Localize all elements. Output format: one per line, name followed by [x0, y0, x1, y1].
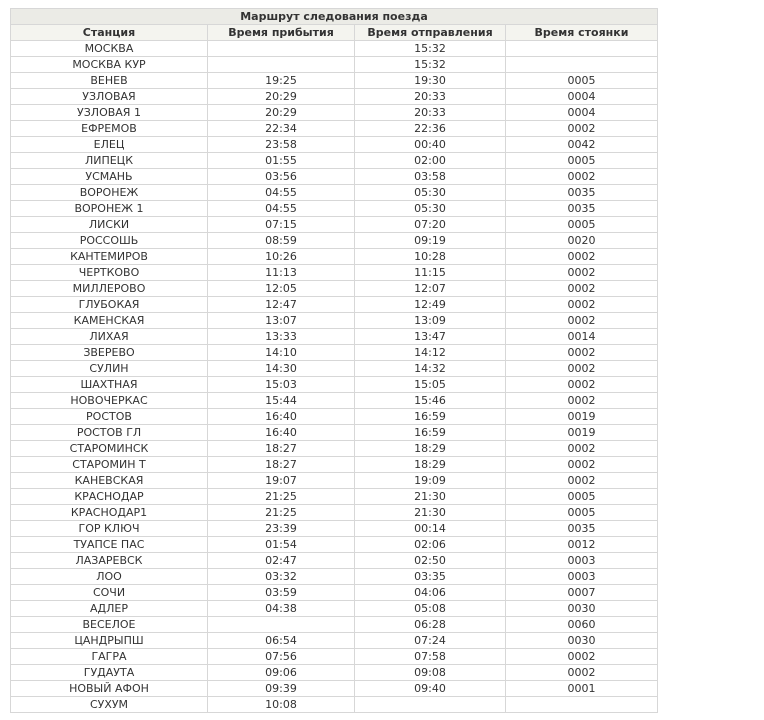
table-row	[11, 697, 658, 713]
departure-cell: 14:12	[355, 345, 506, 361]
departure-cell: 18:29	[355, 441, 506, 457]
stop-duration-cell: 0019	[506, 425, 658, 441]
departure-cell: 14:32	[355, 361, 506, 377]
departure-cell: 20:33	[355, 105, 506, 121]
station-cell: ЕЛЕЦ	[11, 137, 208, 153]
arrival-cell: 16:40	[208, 425, 355, 441]
departure-cell: 12:07	[355, 281, 506, 297]
table-row	[11, 601, 658, 617]
departure-cell: 15:32	[355, 57, 506, 73]
station-cell: МОСКВА КУР	[11, 57, 208, 73]
table-row	[11, 345, 658, 361]
table-row	[11, 41, 658, 57]
arrival-cell: 06:54	[208, 633, 355, 649]
departure-cell: 16:59	[355, 425, 506, 441]
arrival-cell: 13:07	[208, 313, 355, 329]
station-cell: СТАРОМИН Т	[11, 457, 208, 473]
arrival-cell	[208, 41, 355, 57]
table-row	[11, 153, 658, 169]
table-row	[11, 633, 658, 649]
station-cell: КРАСНОДАР	[11, 489, 208, 505]
arrival-cell: 18:27	[208, 457, 355, 473]
arrival-cell: 23:39	[208, 521, 355, 537]
table-row	[11, 649, 658, 665]
arrival-cell: 21:25	[208, 489, 355, 505]
station-cell: РОССОШЬ	[11, 233, 208, 249]
arrival-cell: 07:15	[208, 217, 355, 233]
station-cell: ЕФРЕМОВ	[11, 121, 208, 137]
table-row	[11, 313, 658, 329]
table-row	[11, 553, 658, 569]
stop-duration-cell: 0030	[506, 601, 658, 617]
table-row	[11, 473, 658, 489]
stop-duration-cell: 0020	[506, 233, 658, 249]
station-cell: СУЛИН	[11, 361, 208, 377]
station-cell: МОСКВА	[11, 41, 208, 57]
departure-cell: 07:20	[355, 217, 506, 233]
station-cell: КРАСНОДАР1	[11, 505, 208, 521]
stop-duration-cell: 0002	[506, 265, 658, 281]
arrival-cell: 21:25	[208, 505, 355, 521]
arrival-cell: 15:03	[208, 377, 355, 393]
stop-duration-cell	[506, 57, 658, 73]
arrival-cell: 23:58	[208, 137, 355, 153]
table-row	[11, 89, 658, 105]
table-row	[11, 201, 658, 217]
stop-duration-cell: 0002	[506, 377, 658, 393]
stop-duration-cell: 0007	[506, 585, 658, 601]
stop-duration-cell	[506, 41, 658, 57]
arrival-cell	[208, 57, 355, 73]
table-row	[11, 441, 658, 457]
departure-cell: 18:29	[355, 457, 506, 473]
station-cell: ВЕСЕЛОЕ	[11, 617, 208, 633]
station-cell: РОСТОВ	[11, 409, 208, 425]
departure-cell: 05:08	[355, 601, 506, 617]
station-cell: СУХУМ	[11, 697, 208, 713]
arrival-cell: 12:47	[208, 297, 355, 313]
station-cell: ГАГРА	[11, 649, 208, 665]
departure-cell: 09:40	[355, 681, 506, 697]
station-cell: ГОР КЛЮЧ	[11, 521, 208, 537]
departure-cell: 15:05	[355, 377, 506, 393]
table-row	[11, 569, 658, 585]
departure-cell: 02:50	[355, 553, 506, 569]
departure-cell: 05:30	[355, 201, 506, 217]
arrival-cell: 20:29	[208, 89, 355, 105]
station-cell: СОЧИ	[11, 585, 208, 601]
arrival-cell: 03:56	[208, 169, 355, 185]
station-cell: КАНЕВСКАЯ	[11, 473, 208, 489]
stop-duration-cell: 0002	[506, 297, 658, 313]
station-cell: СТАРОМИНСК	[11, 441, 208, 457]
arrival-cell: 11:13	[208, 265, 355, 281]
arrival-cell: 03:59	[208, 585, 355, 601]
departure-cell	[355, 697, 506, 713]
header-arrival: Время прибытия	[208, 25, 355, 41]
table-row	[11, 425, 658, 441]
stop-duration-cell: 0042	[506, 137, 658, 153]
table-row	[11, 233, 658, 249]
stop-duration-cell: 0005	[506, 217, 658, 233]
stop-duration-cell: 0002	[506, 169, 658, 185]
table-row	[11, 361, 658, 377]
arrival-cell: 10:08	[208, 697, 355, 713]
station-cell: УЗЛОВАЯ	[11, 89, 208, 105]
departure-cell: 15:46	[355, 393, 506, 409]
stop-duration-cell: 0060	[506, 617, 658, 633]
station-cell: ЗВЕРЕВО	[11, 345, 208, 361]
station-cell: МИЛЛЕРОВО	[11, 281, 208, 297]
stop-duration-cell: 0002	[506, 281, 658, 297]
table-row	[11, 185, 658, 201]
table-row	[11, 377, 658, 393]
departure-cell: 07:24	[355, 633, 506, 649]
table-row	[11, 457, 658, 473]
table-row	[11, 489, 658, 505]
arrival-cell: 01:55	[208, 153, 355, 169]
table-row	[11, 249, 658, 265]
station-cell: ЧЕРТКОВО	[11, 265, 208, 281]
table-row	[11, 329, 658, 345]
stop-duration-cell: 0014	[506, 329, 658, 345]
header-station: Станция	[11, 25, 208, 41]
departure-cell: 04:06	[355, 585, 506, 601]
station-cell: ВОРОНЕЖ 1	[11, 201, 208, 217]
arrival-cell: 04:55	[208, 201, 355, 217]
stop-duration-cell: 0002	[506, 361, 658, 377]
arrival-cell: 01:54	[208, 537, 355, 553]
header-departure: Время отправления	[355, 25, 506, 41]
departure-cell: 20:33	[355, 89, 506, 105]
arrival-cell: 09:39	[208, 681, 355, 697]
table-row	[11, 505, 658, 521]
station-cell: УСМАНЬ	[11, 169, 208, 185]
stop-duration-cell: 0035	[506, 521, 658, 537]
station-cell: ЛИСКИ	[11, 217, 208, 233]
departure-cell: 05:30	[355, 185, 506, 201]
departure-cell: 19:30	[355, 73, 506, 89]
stop-duration-cell: 0001	[506, 681, 658, 697]
table-row	[11, 57, 658, 73]
table-row	[11, 265, 658, 281]
table-row	[11, 409, 658, 425]
stop-duration-cell: 0004	[506, 89, 658, 105]
table-row	[11, 537, 658, 553]
departure-cell: 22:36	[355, 121, 506, 137]
station-cell: ГУДАУТА	[11, 665, 208, 681]
stop-duration-cell: 0002	[506, 649, 658, 665]
station-cell: ВОРОНЕЖ	[11, 185, 208, 201]
table-row	[11, 681, 658, 697]
station-cell: УЗЛОВАЯ 1	[11, 105, 208, 121]
table-title-row	[11, 9, 658, 25]
departure-cell: 06:28	[355, 617, 506, 633]
departure-cell: 10:28	[355, 249, 506, 265]
stop-duration-cell: 0004	[506, 105, 658, 121]
table-row	[11, 137, 658, 153]
station-cell: КАНТЕМИРОВ	[11, 249, 208, 265]
station-cell: КАМЕНСКАЯ	[11, 313, 208, 329]
arrival-cell: 22:34	[208, 121, 355, 137]
departure-cell: 13:47	[355, 329, 506, 345]
departure-cell: 11:15	[355, 265, 506, 281]
stop-duration-cell: 0035	[506, 201, 658, 217]
table-body	[11, 41, 658, 713]
departure-cell: 09:08	[355, 665, 506, 681]
arrival-cell: 03:32	[208, 569, 355, 585]
arrival-cell: 19:07	[208, 473, 355, 489]
arrival-cell: 02:47	[208, 553, 355, 569]
station-cell: АДЛЕР	[11, 601, 208, 617]
table-row	[11, 217, 658, 233]
departure-cell: 16:59	[355, 409, 506, 425]
departure-cell: 09:19	[355, 233, 506, 249]
departure-cell: 07:58	[355, 649, 506, 665]
table-row	[11, 121, 658, 137]
arrival-cell: 04:55	[208, 185, 355, 201]
departure-cell: 12:49	[355, 297, 506, 313]
departure-cell: 00:14	[355, 521, 506, 537]
arrival-cell: 18:27	[208, 441, 355, 457]
arrival-cell: 04:38	[208, 601, 355, 617]
departure-cell: 21:30	[355, 505, 506, 521]
stop-duration-cell: 0019	[506, 409, 658, 425]
table-row	[11, 73, 658, 89]
station-cell: ЛОО	[11, 569, 208, 585]
station-cell: ТУАПСЕ ПАС	[11, 537, 208, 553]
stop-duration-cell: 0005	[506, 153, 658, 169]
departure-cell: 02:00	[355, 153, 506, 169]
table-row	[11, 617, 658, 633]
table-row	[11, 297, 658, 313]
arrival-cell: 09:06	[208, 665, 355, 681]
departure-cell: 03:58	[355, 169, 506, 185]
departure-cell: 15:32	[355, 41, 506, 57]
header-stop: Время стоянки	[506, 25, 658, 41]
station-cell: ШАХТНАЯ	[11, 377, 208, 393]
stop-duration-cell: 0035	[506, 185, 658, 201]
table-row	[11, 393, 658, 409]
stop-duration-cell: 0002	[506, 441, 658, 457]
arrival-cell	[208, 617, 355, 633]
departure-cell: 13:09	[355, 313, 506, 329]
arrival-cell: 07:56	[208, 649, 355, 665]
stop-duration-cell: 0003	[506, 569, 658, 585]
stop-duration-cell: 0005	[506, 73, 658, 89]
departure-cell: 02:06	[355, 537, 506, 553]
stop-duration-cell	[506, 697, 658, 713]
table-row	[11, 521, 658, 537]
stop-duration-cell: 0005	[506, 505, 658, 521]
stop-duration-cell: 0002	[506, 345, 658, 361]
station-cell: ВЕНЕВ	[11, 73, 208, 89]
arrival-cell: 08:59	[208, 233, 355, 249]
station-cell: НОВЫЙ АФОН	[11, 681, 208, 697]
table-row	[11, 169, 658, 185]
stop-duration-cell: 0030	[506, 633, 658, 649]
arrival-cell: 19:25	[208, 73, 355, 89]
arrival-cell: 20:29	[208, 105, 355, 121]
departure-cell: 03:35	[355, 569, 506, 585]
departure-cell: 00:40	[355, 137, 506, 153]
arrival-cell: 10:26	[208, 249, 355, 265]
arrival-cell: 16:40	[208, 409, 355, 425]
table-header-row	[11, 25, 658, 41]
arrival-cell: 14:30	[208, 361, 355, 377]
stop-duration-cell: 0002	[506, 473, 658, 489]
stop-duration-cell: 0002	[506, 313, 658, 329]
arrival-cell: 12:05	[208, 281, 355, 297]
departure-cell: 19:09	[355, 473, 506, 489]
table-title: Маршрут следования поезда	[11, 9, 658, 25]
arrival-cell: 13:33	[208, 329, 355, 345]
station-cell: НОВОЧЕРКАС	[11, 393, 208, 409]
arrival-cell: 14:10	[208, 345, 355, 361]
station-cell: ЛИПЕЦК	[11, 153, 208, 169]
station-cell: ЛИХАЯ	[11, 329, 208, 345]
stop-duration-cell: 0005	[506, 489, 658, 505]
stop-duration-cell: 0003	[506, 553, 658, 569]
stop-duration-cell: 0002	[506, 457, 658, 473]
table-row	[11, 281, 658, 297]
arrival-cell: 15:44	[208, 393, 355, 409]
table-row	[11, 665, 658, 681]
route-table	[10, 8, 658, 713]
stop-duration-cell: 0002	[506, 249, 658, 265]
station-cell: ЦАНДРЫПШ	[11, 633, 208, 649]
table-row	[11, 105, 658, 121]
departure-cell: 21:30	[355, 489, 506, 505]
stop-duration-cell: 0012	[506, 537, 658, 553]
station-cell: ГЛУБОКАЯ	[11, 297, 208, 313]
station-cell: РОСТОВ ГЛ	[11, 425, 208, 441]
stop-duration-cell: 0002	[506, 121, 658, 137]
table-row	[11, 585, 658, 601]
station-cell: ЛАЗАРЕВСК	[11, 553, 208, 569]
stop-duration-cell: 0002	[506, 393, 658, 409]
stop-duration-cell: 0002	[506, 665, 658, 681]
